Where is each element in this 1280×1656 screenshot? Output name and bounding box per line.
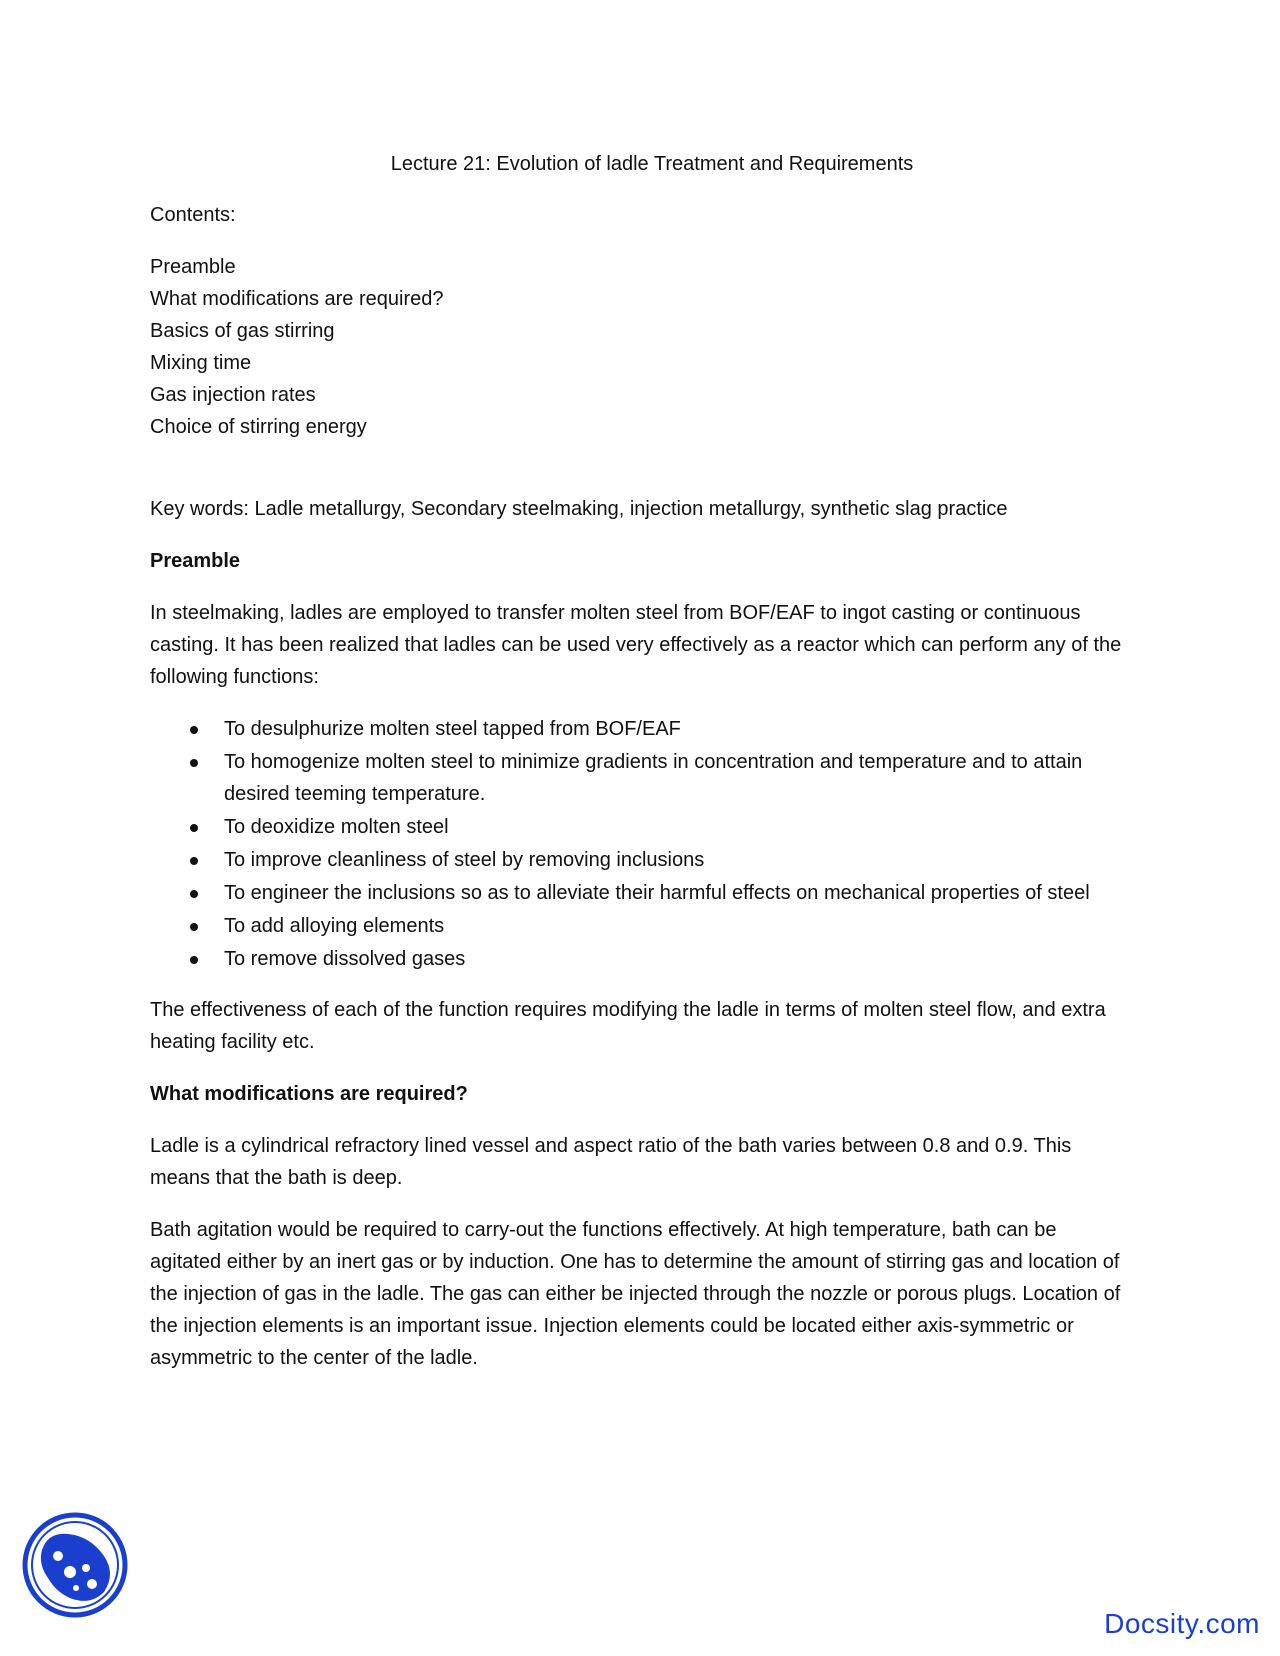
docsity-brand-link[interactable]: Docsity.com [1104,1608,1260,1639]
contents-item: Gas injection rates [150,384,316,406]
bullet-icon [190,956,198,964]
contents-list [150,251,1130,443]
bullet-icon [190,759,198,767]
functions-list [150,713,1130,975]
list-item-text: To deoxidize molten steel [224,816,449,838]
list-item [150,811,1130,843]
list-item [150,844,1130,876]
list-item [150,746,1130,810]
list-item [150,910,1130,942]
bullet-icon [190,923,198,931]
bullet-icon [190,726,198,734]
list-item-text: To remove dissolved gases [224,948,466,970]
bullet-icon [190,857,198,865]
document-page [150,148,1130,1394]
modifications-paragraph: Ladle is a cylindrical refractory lined vessel and aspect ratio of the bath varies between 0.8 and 0.9. This means that the bath is deep. [150,1135,1072,1189]
contents-item: Choice of stirring energy [150,416,367,438]
spacer [150,443,1130,493]
list-item-text: To improve cleanliness of steel by removing inclusions [224,849,705,871]
list-item-text: To engineer the inclusions so as to alleviate their harmful effects on mechanical properties of steel [224,882,1090,904]
preamble-closing: The effectiveness of each of the function requires modifying the ladle in terms of molten steel flow, and extra heating facility etc. [150,999,1106,1053]
preamble-heading: Preamble [150,550,241,572]
list-item [150,877,1130,909]
list-item [150,943,1130,975]
preamble-intro: In steelmaking, ladles are employed to transfer molten steel from BOF/EAF to ingot casting or continuous casting. It has been realized that ladles can be used very effectively as a reactor which can perform any of the following functions: [150,602,1122,688]
contents-item: Preamble [150,256,236,278]
contents-item: Mixing time [150,352,252,374]
contents-item: What modifications are required? [150,288,444,310]
list-item-text: To homogenize molten steel to minimize gradients in concentration and temperature and to attain desired teeming temperature. [224,751,1083,805]
docsity-logo-icon[interactable] [20,1510,130,1620]
list-item [150,713,1130,745]
document-title: Lecture 21: Evolution of ladle Treatment and Requirements [390,153,914,175]
contents-item: Basics of gas stirring [150,320,335,342]
list-item-text: To desulphurize molten steel tapped from BOF/EAF [224,718,681,740]
list-item-text: To add alloying elements [224,915,445,937]
logo-graphic [20,1510,130,1620]
bullet-icon [190,890,198,898]
modifications-paragraph: Bath agitation would be required to carry-out the functions effectively. At high temperature, bath can be agitated either by an inert gas or by induction. One has to determine the amount of stirring gas and location of the injection of gas in the ladle. The gas can either be injected through the nozzle or porous plugs. Location of the injection elements is an important issue. Injection elements could be located either axis-symmetric or asymmetric to the center of the ladle. [150,1219,1121,1369]
keywords-line: Key words: Ladle metallurgy, Secondary steelmaking, injection metallurgy, synthetic slag practice [150,498,1008,520]
modifications-heading: What modifications are required? [150,1083,468,1105]
bullet-icon [190,824,198,832]
contents-label: Contents: [150,204,236,226]
